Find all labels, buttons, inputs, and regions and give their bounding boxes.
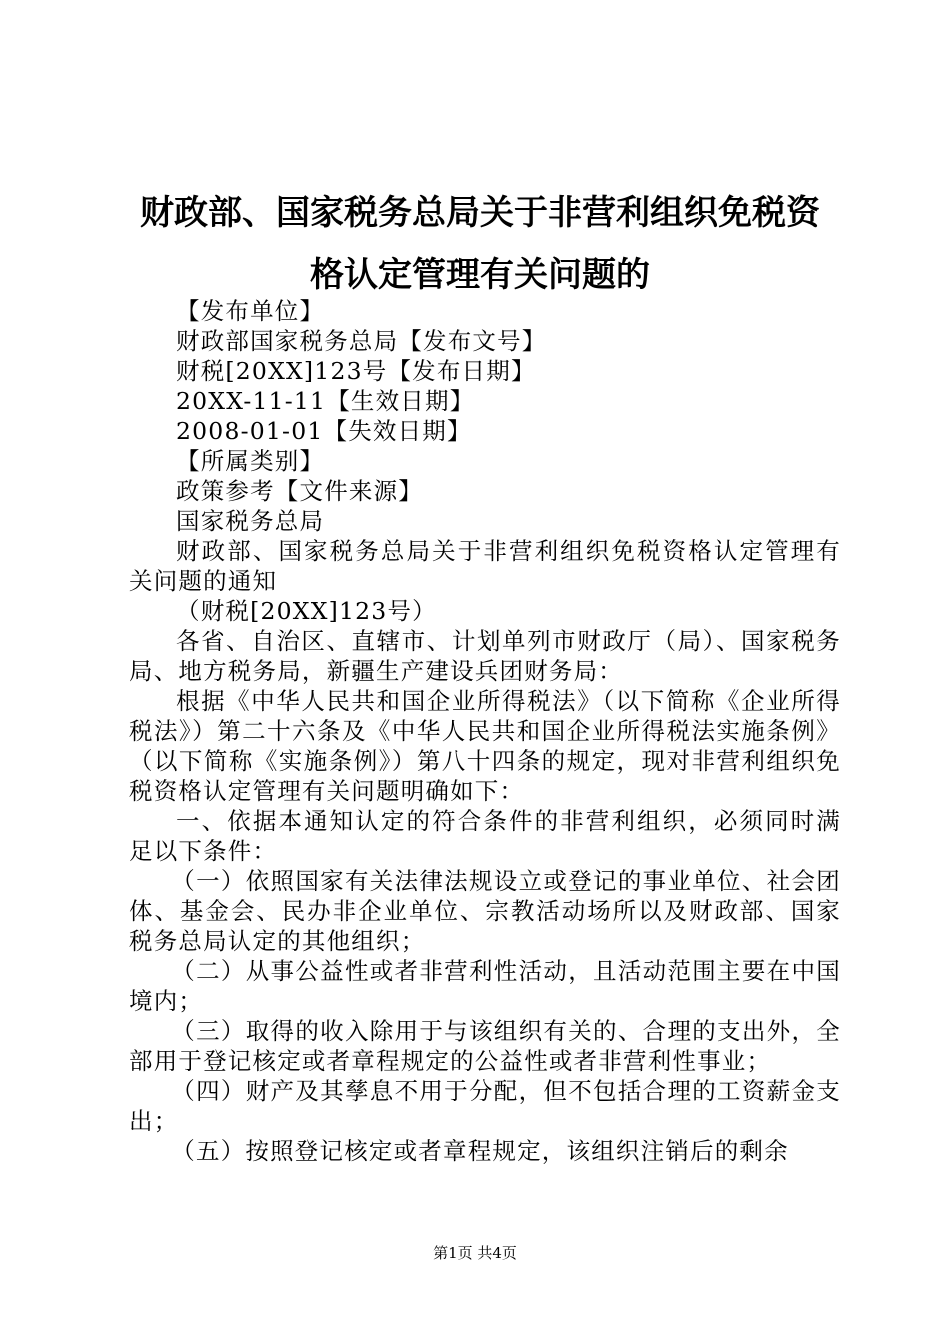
document-title bbox=[120, 182, 840, 306]
paragraph: （一）依照国家有关法律法规设立或登记的事业单位、社会团体、基金会、民办非企业单位、宗教活动场所以及财政部、国家税务总局认定的其他组织； bbox=[129, 867, 841, 955]
paragraph: 财政部国家税务总局【发布文号】 bbox=[176, 327, 547, 355]
paragraph: 【所属类别】 bbox=[176, 447, 325, 475]
paragraph: （二）从事公益性或者非营利性活动，且活动范围主要在中国境内； bbox=[129, 957, 841, 1015]
paragraph: 20XX-11-11【生效日期】 bbox=[176, 387, 475, 415]
paragraph: 根据《中华人民共和国企业所得税法》（以下简称《企业所得税法》）第二十六条及《中华人民共和国企业所得税法实施条例》（以下简称《实施条例》）第八十四条的规定，现对非营利组织免税资格认定管理有关问题明确如下： bbox=[129, 687, 841, 805]
paragraph: （财税[20XX]123号） bbox=[176, 597, 437, 625]
paragraph: 2008-01-01【失效日期】 bbox=[176, 417, 472, 445]
paragraph: 各省、自治区、直辖市、计划单列市财政厅（局）、国家税务局、地方税务局，新疆生产建设兵团财务局： bbox=[129, 627, 841, 685]
paragraph: 财税[20XX]123号【发布日期】 bbox=[176, 357, 536, 385]
paragraph: 一、依据本通知认定的符合条件的非营利组织，必须同时满足以下条件： bbox=[129, 807, 841, 865]
paragraph: （五）按照登记核定或者章程规定，该组织注销后的剩余 bbox=[171, 1137, 789, 1165]
paragraph: 财政部、国家税务总局关于非营利组织免税资格认定管理有关问题的通知 bbox=[129, 537, 841, 595]
paragraph: 政策参考【文件来源】 bbox=[176, 477, 423, 505]
title-line-2: 格认定管理有关问题的 bbox=[310, 255, 650, 295]
title-line-1: 财政部、国家税务总局关于非营利组织免税资 bbox=[140, 193, 820, 233]
paragraph: 国家税务总局 bbox=[176, 507, 325, 535]
paragraph: 【发布单位】 bbox=[176, 297, 325, 325]
document-body bbox=[129, 296, 841, 1166]
paragraph: （四）财产及其孳息不用于分配，但不包括合理的工资薪金支出； bbox=[129, 1077, 841, 1135]
paragraph: （三）取得的收入除用于与该组织有关的、合理的支出外，全部用于登记核定或者章程规定的公益性或者非营利性事业； bbox=[129, 1017, 841, 1075]
page-footer: 第1页 共4页 bbox=[433, 1244, 517, 1262]
